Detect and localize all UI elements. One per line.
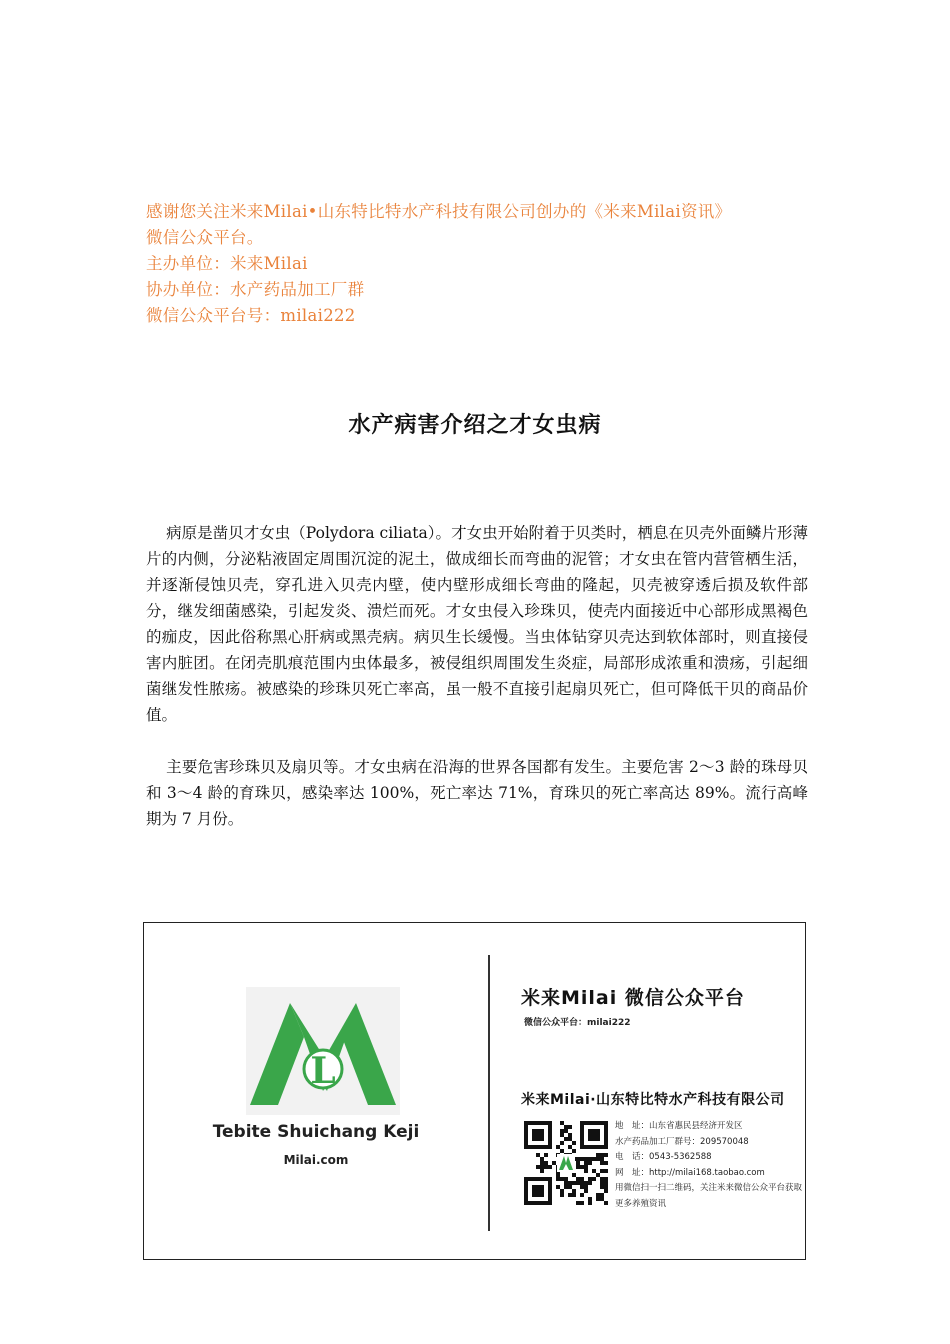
co-host-line: 协办单位：水产药品加工厂群 (146, 280, 365, 299)
contact-info (615, 1119, 805, 1212)
card-divider (488, 955, 490, 1231)
group-line: 水产药品加工厂群号：209570048 (615, 1136, 749, 1147)
brand-website: Milai.com (283, 1153, 349, 1167)
host-line: 主办单位：米来Milai (146, 254, 308, 273)
intro-line-1: 感谢您关注米来Milai•山东特比特水产科技有限公司创办的《米来Milai资讯》 (146, 202, 732, 221)
address-line: 地 址：山东省惠民县经济开发区 (615, 1121, 743, 1131)
qr-code-icon (524, 1121, 608, 1205)
article-body (146, 520, 808, 832)
business-card (143, 922, 806, 1260)
paragraph-2: 主要危害珍珠贝及扇贝等。才女虫病在沿海的世界各国都有发生。主要危害 2～3 龄的珠母贝和 3～4 龄的育珠贝，感染率达 100%，死亡率达 71%，育珠贝的死亡率高达 89%。流行高峰期为 7 月份。 (146, 758, 808, 828)
company-name: 米来Milai·山东特比特水产科技有限公司 (521, 1092, 785, 1108)
article-title: 水产病害介绍之才女虫病 (348, 412, 602, 438)
website-line: 网 址：http://milai168.taobao.com (615, 1167, 765, 1178)
milai-logo-icon (246, 987, 400, 1115)
paragraph-1: 病原是凿贝才女虫（Polydora ciliata）。才女虫开始附着于贝类时，栖息在贝壳外面鳞片形薄片的内侧，分泌粘液固定周围沉淀的泥土，做成细长而弯曲的泥管；才女虫在管内营管栖生活，并逐渐侵蚀贝壳，穿孔进入贝壳内壁，使内壁形成细长弯曲的隆起，贝壳被穿透后损及软件部分，继发细菌感染，引起发炎、溃烂而死。才女虫侵入珍珠贝，使壳内面接近中心部形成黑褐色的痂皮，因此俗称黑心肝病或黑壳病。病贝生长缓慢。当虫体钻穿贝壳达到软体部时，则直接侵害内脏团。在闭壳肌痕范围内虫体最多，被侵组织周围发生炎症，局部形成浓重和溃疡，引起细菌继发性脓疡。被感染的珍珠贝死亡率高，虽一般不直接引起扇贝死亡，但可降低干贝的商品价值。 (146, 524, 808, 724)
logo-letter: L (310, 1050, 336, 1092)
wechat-account: 微信公众平台：milai222 (524, 1018, 631, 1028)
brand-english-name: Tebite Shuichang Keji (212, 1122, 420, 1142)
wechat-platform-title: 米来Milai 微信公众平台 (521, 987, 745, 1009)
scan-hint: 用微信扫一扫二维码，关注米来微信公众平台获取更多养殖资讯 (615, 1183, 803, 1209)
intro-line-2: 微信公众平台。 (146, 228, 264, 247)
account-line: 微信公众平台号：milai222 (146, 306, 356, 325)
phone-line: 电 话：0543-5362588 (615, 1152, 712, 1162)
intro-block (146, 199, 816, 329)
